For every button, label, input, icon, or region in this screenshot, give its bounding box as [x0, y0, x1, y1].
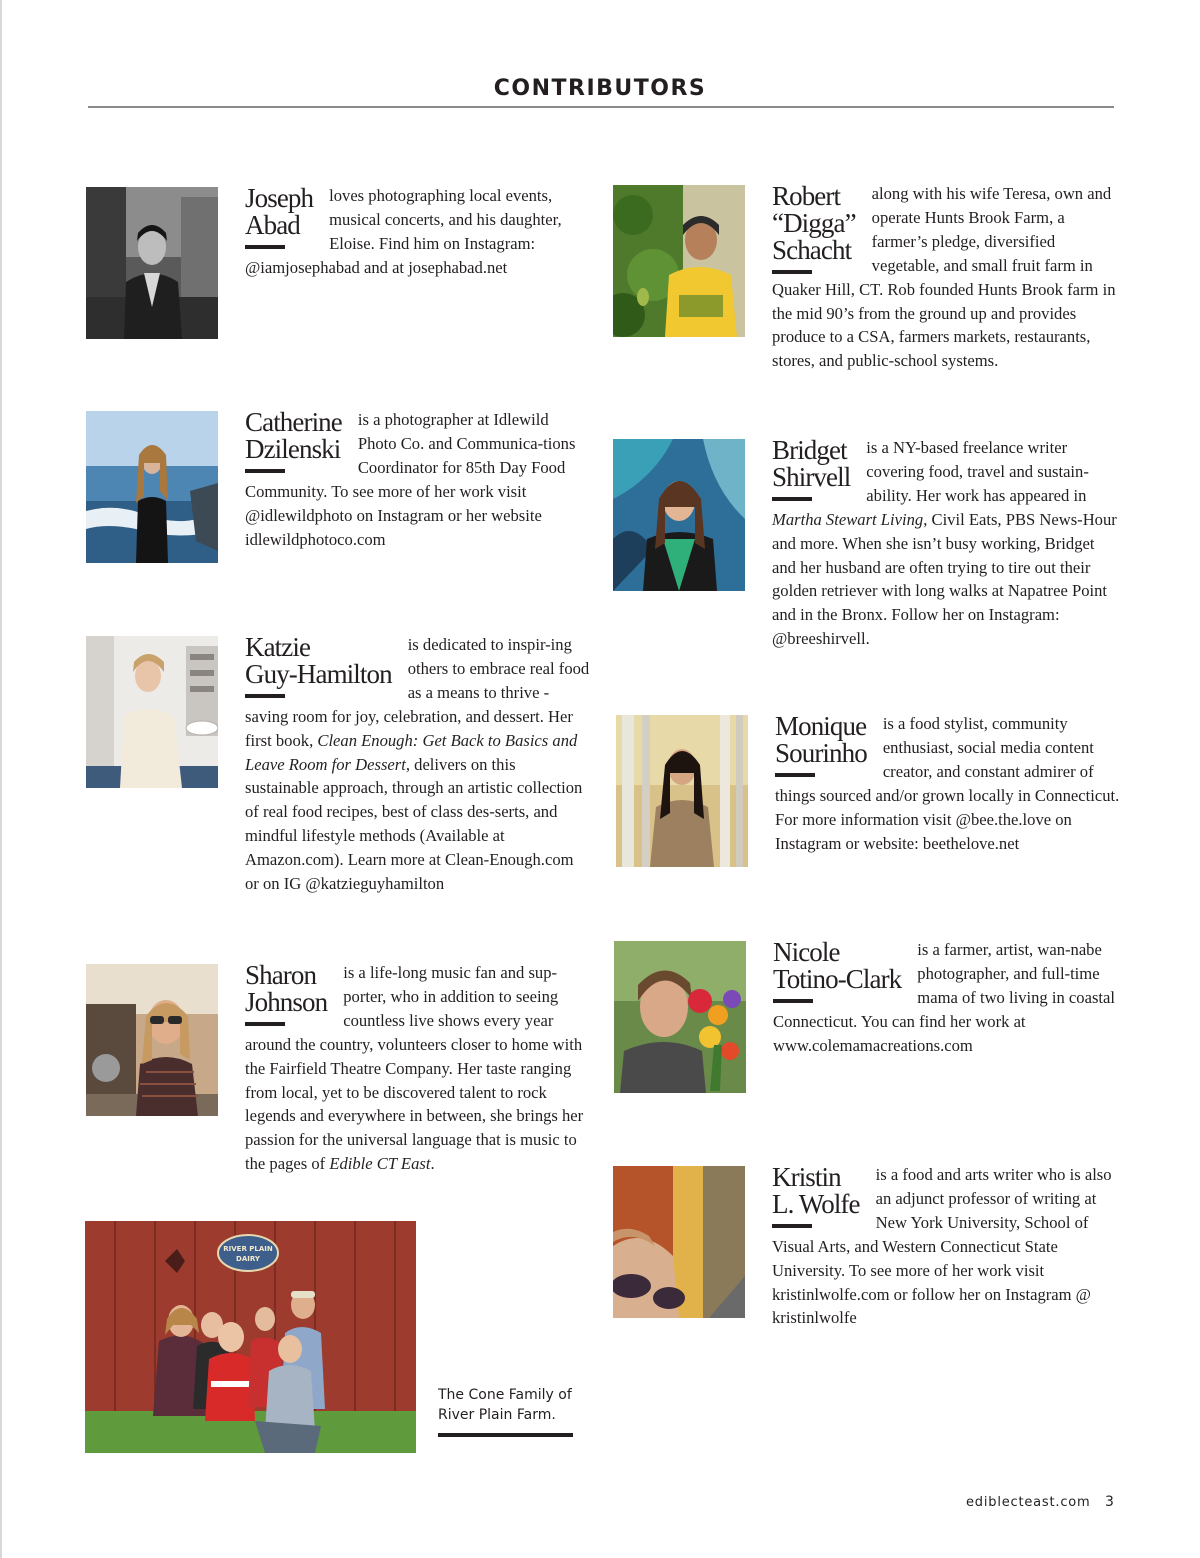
name-underline — [775, 773, 815, 777]
bridget-shirvell-photo — [613, 439, 745, 591]
contributor-name: Nicole Totino-Clark — [773, 938, 901, 1003]
contributor-bio-continued: . — [430, 1154, 435, 1174]
contributor-bio: loves photographing local events, musical concerts, and his daughter, Eloise. Find him on Instagram: @iamjosephabad and at josephabad.net — [245, 186, 562, 277]
photo-caption: The Cone Family of River Plain Farm. — [438, 1387, 572, 1423]
contributor-name: Robert “Digga” Schacht — [772, 182, 856, 274]
kristin-wolfe-entry — [772, 1163, 1117, 1330]
name-underline — [245, 245, 285, 249]
contributor-bio: is a NY-based freelance writer covering food, travel and sustain-ability. Her work has appeared in — [866, 438, 1089, 505]
contributor-bio: is a life-long music fan and sup-porter, who in addition to seeing countless live shows every year around the country, volunteers closer to home with the Fairfield Theatre Company. Her taste ranging from local, yet to be discovered talent to rock legends and everywhere in between, she brings her passion for the universal language that is music to the pages of — [245, 963, 584, 1174]
bridget-shirvell-entry — [772, 436, 1117, 651]
book-title: Clean Enough: Get Back to Basics and Leave Room for Dessert — [245, 730, 578, 774]
contributor-name: Kristin L. Wolfe — [772, 1163, 860, 1228]
dairy-sign-line-1: RIVER PLAIN — [223, 1245, 273, 1253]
name-underline — [245, 469, 285, 473]
name-underline — [772, 497, 812, 501]
contributor-bio: is dedicated to inspir-ing others to embrace real food as a means to thrive - saving room for joy, celebration, and dessert. Her first book, — [245, 635, 590, 750]
page-edge — [0, 0, 2, 1558]
nicole-totino-clark-photo — [614, 941, 746, 1093]
name-underline — [773, 999, 813, 1003]
contributor-bio: is a photographer at Idlewild Photo Co. and Communica-tions Coordinator for 85th Day Food Community. To see more of her work visit @idlewildphoto on Instagram or her website idlewildphotoco.com — [245, 410, 576, 549]
contributor-bio: is a food stylist, community enthusiast, social media content creator, and constant admirer of things sourced and/or grown locally in Connecticut. For more information visit @bee.the.love on Instagram or website: beethelove.net — [775, 714, 1120, 853]
name-underline — [772, 1224, 812, 1228]
catherine-dzilenski-photo — [86, 411, 218, 563]
contributor-bio: is a farmer, artist, wan-nabe photographer, and full-time mama of two living in coastal Connecticut. You can find her work at www.colemamacreations.com — [773, 940, 1115, 1055]
sharon-johnson-photo — [86, 964, 218, 1116]
monique-sourinho-entry — [775, 712, 1120, 855]
title-divider — [88, 106, 1114, 108]
dairy-sign-line-2: DAIRY — [236, 1255, 260, 1263]
name-underline — [245, 694, 285, 698]
katzie-guy-hamilton-entry — [245, 633, 590, 896]
page-title: CONTRIBUTORS — [493, 76, 707, 101]
magazine-title: Martha Stewart Living — [772, 509, 924, 529]
cone-family-photo — [85, 1221, 416, 1453]
robert-schacht-photo — [613, 185, 745, 337]
robert-schacht-entry — [772, 182, 1117, 373]
katzie-guy-hamilton-photo — [86, 636, 218, 788]
caption-underline — [438, 1433, 573, 1437]
contributor-name: Sharon Johnson — [245, 961, 327, 1026]
footer-website: ediblecteast.com — [966, 1495, 1091, 1510]
contributor-name: Monique Sourinho — [775, 712, 867, 777]
contributor-bio-continued: , delivers on this sustainable approach, through an artistic collection of real food recipes, best of class des-serts, and mindful lifestyle methods (Available at Amazon.com). Learn more at Clean-Enough.com or on IG @katzieguyhamilton — [245, 754, 583, 894]
catherine-dzilenski-entry — [245, 408, 590, 551]
nicole-totino-clark-entry — [773, 938, 1118, 1058]
sharon-johnson-entry — [245, 961, 590, 1176]
name-underline — [772, 270, 812, 274]
kristin-wolfe-photo — [613, 1166, 745, 1318]
contributor-bio: along with his wife Teresa, own and operate Hunts Brook Farm, a farmer’s pledge, diversified vegetable, and small fruit farm in Quaker Hill, CT. Rob founded Hunts Brook farm in the mid 90’s from the ground up and provides produce to a CSA, farmers markets, restaurants, stores, and public-school systems. — [772, 184, 1116, 371]
joseph-abad-photo — [86, 187, 218, 339]
contributor-bio: is a food and arts writer who is also an adjunct professor of writing at New York University, School of Visual Arts, and Western Connecticut State University. To see more of her work visit kristinlwolfe.com or follow her on Instagram @ kristinlwolfe — [772, 1165, 1112, 1328]
joseph-abad-entry — [245, 184, 590, 280]
magazine-title: Edible CT East — [329, 1154, 431, 1174]
contributor-name: Bridget Shirvell — [772, 436, 850, 501]
name-underline — [245, 1022, 285, 1026]
contributor-name: Joseph Abad — [245, 184, 313, 249]
contributor-name: Catherine Dzilenski — [245, 408, 342, 473]
contributor-bio-continued: , Civil Eats, PBS News-Hour and more. When she isn’t busy working, Bridget and her husband are often trying to tire out their golden retriever with long walks at Napatree Point and in the Bronx. Follow her on Instagram: @breeshirvell. — [772, 509, 1117, 649]
page-number: 3 — [1105, 1494, 1114, 1510]
monique-sourinho-photo — [616, 715, 748, 867]
contributor-name: Katzie Guy-Hamilton — [245, 633, 392, 698]
